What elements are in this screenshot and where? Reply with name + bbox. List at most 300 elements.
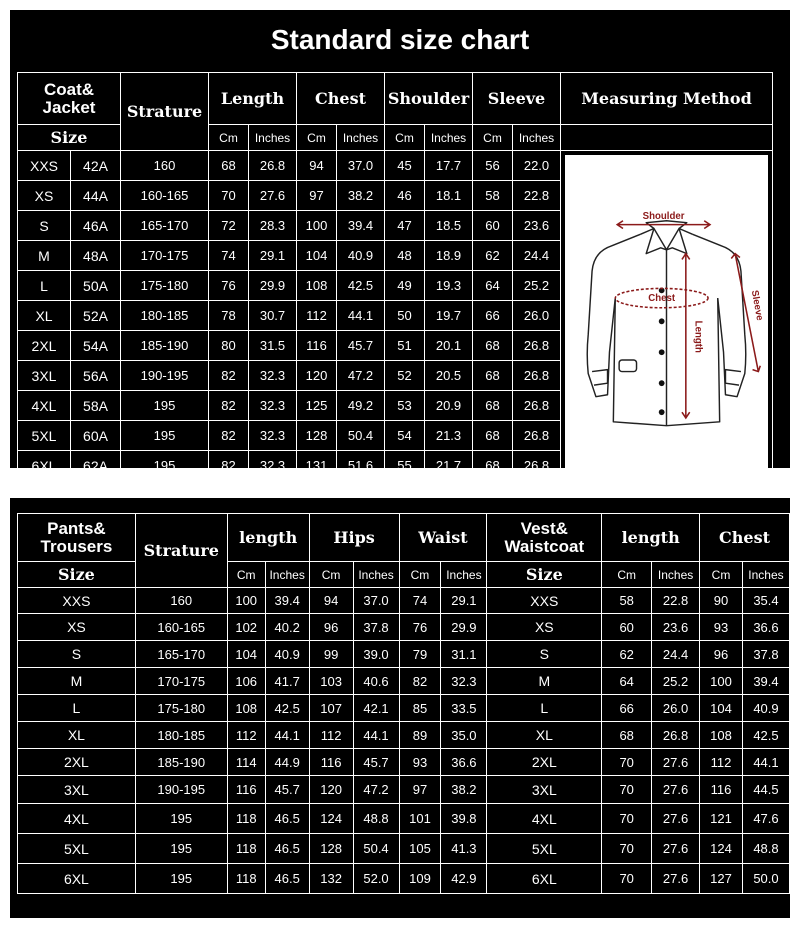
pants-stature-cell: 175-180 [135, 695, 227, 722]
coat-size-cell: M [18, 241, 71, 271]
coat-shoulder-inches-cell: 19.3 [425, 271, 473, 301]
vest-chest-cm-header: Cm [700, 562, 743, 588]
pants-waist-cm-cell: 105 [399, 834, 441, 864]
vest-chest-inches-cell: 36.6 [742, 614, 789, 641]
coat-size-table [17, 72, 773, 481]
shoulder-header: Shoulder [385, 73, 473, 125]
pants-hips-inches-cell: 48.8 [353, 804, 399, 834]
pants-hips-cm-cell: 103 [309, 668, 353, 695]
vest-length-cm-cell: 64 [602, 668, 652, 695]
vest-length-cm-cell: 70 [602, 776, 652, 804]
pants-size-cell: 5XL [18, 834, 136, 864]
coat-length-inches-cell: 32.3 [249, 361, 297, 391]
pants-size-cell: M [18, 668, 136, 695]
coat-shoulder-cm-cell: 52 [385, 361, 425, 391]
pants-size-cell: 6XL [18, 864, 136, 894]
jacket-button-2 [659, 318, 665, 324]
coat-chest-inches-cell: 42.5 [337, 271, 385, 301]
coat-sleeve-inches-cell: 26.8 [513, 451, 561, 481]
coat-size-panel [10, 10, 790, 474]
coat-length-cm-cell: 78 [209, 301, 249, 331]
pants-hips-inches-cell: 40.6 [353, 668, 399, 695]
coat-chest-inches-cell: 51.6 [337, 451, 385, 481]
pants-hips-cm-cell: 107 [309, 695, 353, 722]
coat-shoulder-inches-cell: 19.7 [425, 301, 473, 331]
vest-size-cell: 2XL [487, 749, 602, 776]
pants-hips-cm-cell: 94 [309, 588, 353, 614]
vest-size-cell: L [487, 695, 602, 722]
chest-inches-header: Inches [337, 125, 385, 151]
pants-waist-cm-cell: 97 [399, 776, 441, 804]
pants-length-cm-header: Cm [227, 562, 265, 588]
table-row [18, 834, 790, 864]
vest-size-cell: 3XL [487, 776, 602, 804]
jacket-svg [565, 155, 768, 476]
coat-sleeve-inches-cell: 22.8 [513, 181, 561, 211]
vest-length-inches-cell: 23.6 [652, 614, 700, 641]
coat-chest-inches-cell: 38.2 [337, 181, 385, 211]
coat-length-cm-cell: 80 [209, 331, 249, 361]
pants-hips-cm-cell: 99 [309, 641, 353, 668]
pants-length-inches-cell: 46.5 [265, 864, 309, 894]
coat-stature-cell: 160 [121, 151, 209, 181]
coat-stature-cell: 170-175 [121, 241, 209, 271]
vest-chest-cm-cell: 127 [700, 864, 743, 894]
sleeve-header: Sleeve [473, 73, 561, 125]
length-label: Length [692, 320, 704, 353]
vest-length-inches-cell: 25.2 [652, 668, 700, 695]
coat-shoulder-cm-cell: 51 [385, 331, 425, 361]
coat-sleeve-inches-cell: 26.8 [513, 361, 561, 391]
coat-shoulder-cm-cell: 45 [385, 151, 425, 181]
pants-waist-inches-cell: 38.2 [441, 776, 487, 804]
stature-header: Strature [121, 73, 209, 151]
coat-length-inches-cell: 26.8 [249, 151, 297, 181]
vest-length-inches-cell: 24.4 [652, 641, 700, 668]
coat-chest-cm-cell: 125 [297, 391, 337, 421]
coat-stature-cell: 195 [121, 451, 209, 481]
vest-chest-inches-cell: 42.5 [742, 722, 789, 749]
coat-sleeve-cm-cell: 68 [473, 391, 513, 421]
coat-length-cm-cell: 82 [209, 421, 249, 451]
measuring-method-diagram-cell [561, 151, 773, 481]
coat-length-inches-cell: 32.3 [249, 421, 297, 451]
coat-stature-cell: 195 [121, 391, 209, 421]
pants-waist-inches-cell: 36.6 [441, 749, 487, 776]
coat-chest-cm-cell: 128 [297, 421, 337, 451]
table-row [18, 776, 790, 804]
coat-length-inches-cell: 29.1 [249, 241, 297, 271]
coat-chest-inches-cell: 49.2 [337, 391, 385, 421]
pants-length-inches-cell: 41.7 [265, 668, 309, 695]
coat-chest-cm-cell: 100 [297, 211, 337, 241]
waist-header: Waist [399, 514, 487, 562]
coat-size-code-cell: 56A [71, 361, 121, 391]
page-title: Standard size chart [270, 24, 530, 55]
coat-size-code-cell: 62A [71, 451, 121, 481]
coat-length-cm-cell: 82 [209, 451, 249, 481]
vest-length-cm-cell: 70 [602, 834, 652, 864]
coat-chest-cm-cell: 97 [297, 181, 337, 211]
vest-length-cm-cell: 70 [602, 804, 652, 834]
pants-size-cell: L [18, 695, 136, 722]
pants-waist-inches-cell: 32.3 [441, 668, 487, 695]
coat-stature-cell: 195 [121, 421, 209, 451]
vest-size-cell: S [487, 641, 602, 668]
coat-shoulder-inches-cell: 18.5 [425, 211, 473, 241]
hips-cm-header: Cm [309, 562, 353, 588]
table-row [18, 749, 790, 776]
pants-waist-inches-cell: 41.3 [441, 834, 487, 864]
vest-length-header: length [602, 514, 700, 562]
coat-length-cm-cell: 70 [209, 181, 249, 211]
vest-chest-header: Chest [700, 514, 790, 562]
coat-length-cm-cell: 74 [209, 241, 249, 271]
coat-stature-cell: 180-185 [121, 301, 209, 331]
coat-sleeve-cm-cell: 68 [473, 451, 513, 481]
chest-label: Chest [648, 293, 676, 304]
coat-sleeve-inches-cell: 26.8 [513, 391, 561, 421]
coat-sleeve-inches-cell: 24.4 [513, 241, 561, 271]
pants-subheader-row [18, 562, 790, 588]
pants-vest-size-table [17, 513, 790, 894]
chest-cm-header: Cm [297, 125, 337, 151]
pants-waist-cm-cell: 76 [399, 614, 441, 641]
coat-size-cell: XXS [18, 151, 71, 181]
pants-size-header: Size [18, 562, 136, 588]
coat-chest-cm-cell: 120 [297, 361, 337, 391]
pants-size-cell: 4XL [18, 804, 136, 834]
coat-chest-cm-cell: 94 [297, 151, 337, 181]
coat-stature-cell: 160-165 [121, 181, 209, 211]
table-row [18, 614, 790, 641]
vest-length-inches-cell: 27.6 [652, 834, 700, 864]
pants-stature-cell: 165-170 [135, 641, 227, 668]
coat-stature-cell: 175-180 [121, 271, 209, 301]
coat-size-code-cell: 60A [71, 421, 121, 451]
coat-shoulder-cm-cell: 46 [385, 181, 425, 211]
hips-header: Hips [309, 514, 399, 562]
pants-length-inches-header: Inches [265, 562, 309, 588]
pants-waist-inches-cell: 33.5 [441, 695, 487, 722]
pants-length-inches-cell: 46.5 [265, 834, 309, 864]
pants-waist-inches-cell: 29.9 [441, 614, 487, 641]
sleeve-cm-header: Cm [473, 125, 513, 151]
pants-length-cm-cell: 118 [227, 864, 265, 894]
pants-size-cell: XXS [18, 588, 136, 614]
vest-size-cell: XL [487, 722, 602, 749]
vest-chest-cm-cell: 93 [700, 614, 743, 641]
waist-inches-header: Inches [441, 562, 487, 588]
vest-chest-inches-cell: 48.8 [742, 834, 789, 864]
pants-stature-cell: 160 [135, 588, 227, 614]
pants-length-inches-cell: 39.4 [265, 588, 309, 614]
pants-stature-cell: 185-190 [135, 749, 227, 776]
coat-shoulder-inches-cell: 20.5 [425, 361, 473, 391]
vest-size-header: Size [487, 562, 602, 588]
pants-length-cm-cell: 106 [227, 668, 265, 695]
coat-shoulder-inches-cell: 20.9 [425, 391, 473, 421]
coat-chest-inches-cell: 40.9 [337, 241, 385, 271]
pants-hips-inches-cell: 42.1 [353, 695, 399, 722]
coat-size-code-cell: 42A [71, 151, 121, 181]
vest-length-inches-cell: 27.6 [652, 776, 700, 804]
vest-chest-inches-cell: 44.5 [742, 776, 789, 804]
coat-sleeve-cm-cell: 62 [473, 241, 513, 271]
table-row [18, 588, 790, 614]
vest-chest-cm-cell: 121 [700, 804, 743, 834]
pants-hips-cm-cell: 132 [309, 864, 353, 894]
pants-hips-inches-cell: 44.1 [353, 722, 399, 749]
table-row [18, 641, 790, 668]
coat-length-cm-cell: 82 [209, 391, 249, 421]
vest-chest-cm-cell: 112 [700, 749, 743, 776]
pants-waist-cm-cell: 82 [399, 668, 441, 695]
coat-jacket-header: Coat& Jacket [18, 73, 121, 125]
coat-sleeve-inches-cell: 26.8 [513, 421, 561, 451]
coat-shoulder-inches-cell: 17.7 [425, 151, 473, 181]
coat-size-cell: S [18, 211, 71, 241]
coat-chest-inches-cell: 39.4 [337, 211, 385, 241]
coat-sleeve-inches-cell: 23.6 [513, 211, 561, 241]
coat-chest-cm-cell: 116 [297, 331, 337, 361]
waist-cm-header: Cm [399, 562, 441, 588]
coat-size-code-cell: 44A [71, 181, 121, 211]
pants-length-cm-cell: 116 [227, 776, 265, 804]
pants-stature-cell: 195 [135, 864, 227, 894]
pants-length-header: length [227, 514, 309, 562]
vest-length-cm-cell: 66 [602, 695, 652, 722]
pants-length-cm-cell: 104 [227, 641, 265, 668]
pants-waist-cm-cell: 79 [399, 641, 441, 668]
size-header: Size [18, 125, 121, 151]
coat-shoulder-cm-cell: 50 [385, 301, 425, 331]
pants-waist-cm-cell: 109 [399, 864, 441, 894]
coat-length-inches-cell: 28.3 [249, 211, 297, 241]
shoulder-inches-header: Inches [425, 125, 473, 151]
pants-size-cell: 3XL [18, 776, 136, 804]
pants-stature-cell: 170-175 [135, 668, 227, 695]
coat-length-inches-cell: 30.7 [249, 301, 297, 331]
pants-size-cell: XS [18, 614, 136, 641]
vest-chest-inches-cell: 47.6 [742, 804, 789, 834]
pants-length-cm-cell: 118 [227, 834, 265, 864]
vest-chest-cm-cell: 116 [700, 776, 743, 804]
coat-header-row [18, 73, 773, 125]
pants-stature-cell: 190-195 [135, 776, 227, 804]
pants-waist-inches-cell: 42.9 [441, 864, 487, 894]
coat-shoulder-inches-cell: 18.9 [425, 241, 473, 271]
pants-waist-cm-cell: 93 [399, 749, 441, 776]
pants-length-inches-cell: 45.7 [265, 776, 309, 804]
table-row [18, 722, 790, 749]
vest-chest-cm-cell: 104 [700, 695, 743, 722]
coat-size-cell: 4XL [18, 391, 71, 421]
vest-size-cell: 6XL [487, 864, 602, 894]
coat-chest-cm-cell: 131 [297, 451, 337, 481]
sleeve-inches-header: Inches [513, 125, 561, 151]
coat-sleeve-cm-cell: 68 [473, 361, 513, 391]
pants-hips-cm-cell: 96 [309, 614, 353, 641]
pants-hips-inches-cell: 37.0 [353, 588, 399, 614]
pants-hips-cm-cell: 124 [309, 804, 353, 834]
pants-size-cell: XL [18, 722, 136, 749]
coat-size-code-cell: 58A [71, 391, 121, 421]
coat-chest-cm-cell: 104 [297, 241, 337, 271]
coat-size-cell: XS [18, 181, 71, 211]
vest-length-cm-cell: 60 [602, 614, 652, 641]
coat-chest-inches-cell: 44.1 [337, 301, 385, 331]
coat-shoulder-cm-cell: 53 [385, 391, 425, 421]
coat-stature-cell: 165-170 [121, 211, 209, 241]
pants-length-inches-cell: 44.9 [265, 749, 309, 776]
length-inches-header: Inches [249, 125, 297, 151]
coat-chest-inches-cell: 50.4 [337, 421, 385, 451]
vest-chest-inches-cell: 40.9 [742, 695, 789, 722]
pants-size-cell: S [18, 641, 136, 668]
coat-size-code-cell: 48A [71, 241, 121, 271]
vest-length-cm-cell: 68 [602, 722, 652, 749]
coat-sleeve-cm-cell: 66 [473, 301, 513, 331]
pants-length-inches-cell: 40.2 [265, 614, 309, 641]
pants-hips-inches-cell: 39.0 [353, 641, 399, 668]
pants-waist-inches-cell: 35.0 [441, 722, 487, 749]
coat-size-code-cell: 54A [71, 331, 121, 361]
coat-chest-inches-cell: 47.2 [337, 361, 385, 391]
jacket-button-4 [659, 380, 665, 386]
coat-shoulder-cm-cell: 54 [385, 421, 425, 451]
pants-length-cm-cell: 108 [227, 695, 265, 722]
vest-size-cell: M [487, 668, 602, 695]
pants-waist-cm-cell: 89 [399, 722, 441, 749]
vest-chest-cm-cell: 90 [700, 588, 743, 614]
coat-sleeve-cm-cell: 68 [473, 421, 513, 451]
pants-vest-size-panel [10, 498, 790, 918]
coat-length-inches-cell: 27.6 [249, 181, 297, 211]
length-cm-header: Cm [209, 125, 249, 151]
pants-stature-cell: 195 [135, 834, 227, 864]
coat-size-cell: XL [18, 301, 71, 331]
coat-stature-cell: 185-190 [121, 331, 209, 361]
pants-waist-cm-cell: 101 [399, 804, 441, 834]
pants-length-cm-cell: 114 [227, 749, 265, 776]
pants-waist-inches-cell: 29.1 [441, 588, 487, 614]
coat-sleeve-cm-cell: 68 [473, 331, 513, 361]
coat-shoulder-cm-cell: 48 [385, 241, 425, 271]
vest-chest-cm-cell: 100 [700, 668, 743, 695]
measuring-method-blank [561, 125, 773, 151]
vest-size-cell: XXS [487, 588, 602, 614]
vest-length-inches-cell: 26.0 [652, 695, 700, 722]
coat-shoulder-inches-cell: 21.7 [425, 451, 473, 481]
pants-header-row [18, 514, 790, 562]
vest-length-cm-cell: 58 [602, 588, 652, 614]
pants-hips-inches-cell: 52.0 [353, 864, 399, 894]
pants-hips-cm-cell: 116 [309, 749, 353, 776]
vest-size-cell: 4XL [487, 804, 602, 834]
coat-sleeve-cm-cell: 64 [473, 271, 513, 301]
table-row [18, 151, 773, 181]
coat-length-inches-cell: 32.3 [249, 391, 297, 421]
coat-size-code-cell: 50A [71, 271, 121, 301]
coat-size-code-cell: 52A [71, 301, 121, 331]
pants-waist-inches-cell: 39.8 [441, 804, 487, 834]
table-row [18, 864, 790, 894]
coat-sleeve-inches-cell: 25.2 [513, 271, 561, 301]
vest-chest-inches-cell: 35.4 [742, 588, 789, 614]
vest-chest-inches-header: Inches [742, 562, 789, 588]
pants-stature-cell: 180-185 [135, 722, 227, 749]
coat-length-cm-cell: 82 [209, 361, 249, 391]
vest-chest-inches-cell: 39.4 [742, 668, 789, 695]
vest-length-inches-cell: 27.6 [652, 864, 700, 894]
coat-sleeve-inches-cell: 26.0 [513, 301, 561, 331]
vest-size-cell: 5XL [487, 834, 602, 864]
coat-size-cell: 6XL [18, 451, 71, 481]
pants-length-cm-cell: 102 [227, 614, 265, 641]
vest-chest-inches-cell: 50.0 [742, 864, 789, 894]
coat-size-cell: L [18, 271, 71, 301]
coat-size-cell: 2XL [18, 331, 71, 361]
coat-sleeve-inches-cell: 26.8 [513, 331, 561, 361]
coat-shoulder-inches-cell: 20.1 [425, 331, 473, 361]
sleeve-label: Sleeve [748, 289, 766, 322]
coat-size-code-cell: 46A [71, 211, 121, 241]
coat-length-inches-cell: 29.9 [249, 271, 297, 301]
coat-shoulder-inches-cell: 18.1 [425, 181, 473, 211]
coat-chest-inches-cell: 45.7 [337, 331, 385, 361]
vest-chest-cm-cell: 108 [700, 722, 743, 749]
pants-length-cm-cell: 100 [227, 588, 265, 614]
pants-stature-cell: 160-165 [135, 614, 227, 641]
coat-length-cm-cell: 72 [209, 211, 249, 241]
jacket-button-3 [659, 349, 665, 355]
pants-waist-cm-cell: 74 [399, 588, 441, 614]
vest-length-inches-cell: 22.8 [652, 588, 700, 614]
vest-length-inches-cell: 27.6 [652, 804, 700, 834]
jacket-left-cuff [592, 370, 607, 385]
coat-sleeve-cm-cell: 60 [473, 211, 513, 241]
table-row [18, 668, 790, 695]
vest-chest-inches-cell: 37.8 [742, 641, 789, 668]
coat-stature-cell: 190-195 [121, 361, 209, 391]
vest-length-cm-cell: 70 [602, 749, 652, 776]
vest-length-inches-cell: 27.6 [652, 749, 700, 776]
coat-length-cm-cell: 76 [209, 271, 249, 301]
coat-shoulder-cm-cell: 47 [385, 211, 425, 241]
coat-shoulder-cm-cell: 55 [385, 451, 425, 481]
vest-length-cm-cell: 62 [602, 641, 652, 668]
coat-shoulder-inches-cell: 21.3 [425, 421, 473, 451]
pants-hips-cm-cell: 112 [309, 722, 353, 749]
vest-length-cm-cell: 70 [602, 864, 652, 894]
pants-hips-cm-cell: 120 [309, 776, 353, 804]
measuring-method-header: Measuring Method [561, 73, 773, 125]
vest-chest-cm-cell: 96 [700, 641, 743, 668]
jacket-diagram [565, 155, 768, 476]
pants-waist-cm-cell: 85 [399, 695, 441, 722]
vest-chest-inches-cell: 44.1 [742, 749, 789, 776]
coat-chest-inches-cell: 37.0 [337, 151, 385, 181]
coat-chest-cm-cell: 112 [297, 301, 337, 331]
coat-sleeve-inches-cell: 22.0 [513, 151, 561, 181]
pants-waist-inches-cell: 31.1 [441, 641, 487, 668]
pants-length-inches-cell: 40.9 [265, 641, 309, 668]
coat-size-cell: 3XL [18, 361, 71, 391]
pants-hips-inches-cell: 47.2 [353, 776, 399, 804]
coat-chest-cm-cell: 108 [297, 271, 337, 301]
coat-sleeve-cm-cell: 56 [473, 151, 513, 181]
